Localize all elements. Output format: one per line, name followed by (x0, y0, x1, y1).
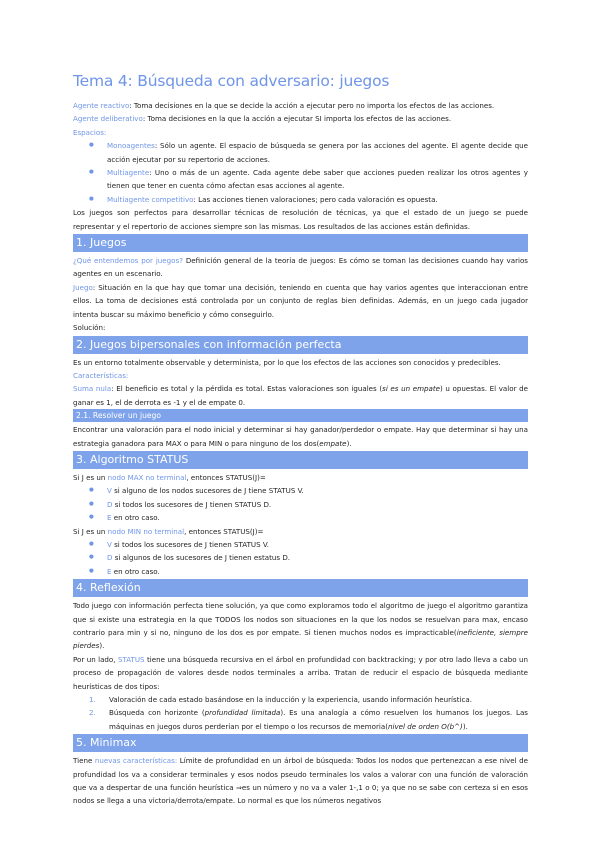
suma-nula-text: : El beneficio es total y la pérdida es total. Estas valoraciones son iguales ( (111, 384, 383, 394)
status-label: STATUS (117, 654, 145, 664)
list-number: 2. (89, 708, 96, 718)
list-item-label: Monoagentes (107, 141, 155, 151)
status-max-list (73, 484, 528, 524)
agente-deliberativo-text: : Toma decisiones en la que la acción a ejecutar SI importa los efectos de las acciones. (142, 114, 452, 124)
reflexion-text: Por un lado, (73, 654, 118, 664)
status-max-label: nodo MAX no terminal (107, 472, 187, 482)
subsection-heading-resolver: 2.1. Resolver un juego (73, 409, 528, 422)
list-item (97, 166, 528, 193)
status-text: si alguno de los nodos sucesores de J tiene STATUS V. (111, 486, 304, 496)
section-heading-minimax: 5. Minimax (73, 734, 528, 752)
document-page (73, 72, 528, 808)
list-item (89, 706, 528, 733)
list-item-italic: profundidad limitada (204, 708, 281, 718)
heuristics-list (73, 693, 528, 733)
suma-nula-italic: si es un empate (382, 384, 441, 394)
reflexion-italic: ineficiente, siempre pierdes (73, 628, 528, 651)
list-item (97, 565, 528, 578)
list-item (97, 498, 528, 511)
list-item (97, 511, 528, 524)
resolver-italic: empate (319, 438, 347, 448)
status-min-list (73, 538, 528, 578)
minimax-label: nuevas características: (94, 756, 178, 766)
reflexion-paragraph-1 (73, 599, 528, 653)
status-max-prefix: Si J es un (73, 472, 108, 482)
reflexion-text: Todo juego con información perfecta tiene solución, ya que como exploramos todo el algoritmo de juego el algoritmo garantiza que si existe una estrategia en la que TODOS los nodos son situaciones en la que los nodos se resuelvan para max, encaso contrario para min y si no, ninguno de los dos es por empate. Si tienen muchos nodos es impracticable( (73, 601, 528, 637)
list-item (97, 139, 528, 166)
status-min-prefix: Si J es un (73, 526, 108, 536)
reflexion-paragraph-2 (73, 653, 528, 693)
agente-reactivo-text: : Toma decisiones en la que se decide la acción a ejecutar pero no importa los efectos de las acciones. (129, 101, 495, 110)
list-item-text: : Sólo un agente. El espacio de búsqueda se genera por las acciones del agente. El agente decide que acción ejecutar por su repertorio de acciones. (107, 141, 528, 164)
section-heading-juegos: 1. Juegos (73, 234, 528, 252)
status-max-line (73, 471, 528, 484)
bipersonales-paragraph: Es un entorno totalmente observable y determinista, por lo que los efectos de las acciones son conocidos y predecibles. (73, 357, 501, 367)
resolver-text: Encontrar una valoración para el nodo inicial y determinar si hay ganador/perdedor o empate. Hay que determinar si hay una estrategia ganadora para MAX o para MIN o para ninguno de los dos( (73, 425, 528, 448)
list-number: 1. (89, 695, 96, 705)
list-item (97, 193, 528, 206)
caracteristicas-label: Características: (73, 370, 129, 380)
list-item-text: Valoración de cada estado basándose en la inducción y la experiencia, usando información heurística. (109, 695, 472, 705)
agente-deliberativo-label: Agente deliberativo (73, 114, 143, 124)
reflexion-text-end: ). (99, 641, 105, 651)
status-text: en otro caso. (111, 566, 160, 576)
list-item (97, 551, 528, 564)
list-item-italic: nivel de orden O(b^) (387, 721, 463, 731)
minimax-text: Tiene (73, 756, 95, 766)
status-text: si todos los sucesores de J tienen STATUS V. (111, 539, 270, 549)
status-letter: E (107, 513, 112, 523)
suma-nula-text-end: ) u opuestas. El valor de ganar es 1, el de derrota es -1 y el de empate 0. (73, 384, 528, 407)
juego-text: : Situación en la que hay que tomar una decisión, teniendo en cuenta que hay varios agentes que interaccionan entre ellos. La toma de decisiones está controlada por un conjunto de reglas bien definidas. Además, en un juego cada jugador intenta buscar su máximo beneficio y cómo conseguirlo. (73, 282, 528, 319)
status-text: si algunos de los sucesores de J tienen estatus D. (112, 553, 291, 563)
question-label: ¿Qué entendemos por juegos? (73, 256, 183, 266)
minimax-paragraph (73, 754, 528, 808)
agente-deliberativo-paragraph (73, 112, 528, 125)
espacios-list (73, 139, 528, 206)
status-letter: V (107, 486, 112, 496)
status-min-label: nodo MIN no terminal (107, 526, 185, 536)
agente-reactivo-paragraph (73, 99, 528, 112)
list-item-text: ). Es una analogía a cómo resuelven los humanos los juegos. Las máquinas en juegos duros perderían por el tiempo o los recursos de memoria( (109, 708, 528, 731)
agente-reactivo-label: Agente reactivo (73, 101, 130, 110)
juegos-question-paragraph (73, 254, 528, 281)
juego-definition-paragraph (73, 281, 528, 321)
status-min-line (73, 525, 528, 538)
list-item (89, 693, 528, 706)
list-item (97, 538, 528, 551)
status-max-suffix: , entonces STATUS(J)= (186, 472, 266, 482)
suma-nula-label: Suma nula (73, 384, 112, 394)
juego-label: Juego (73, 282, 93, 292)
list-item-label: Multiagente competitivo (107, 194, 194, 204)
status-text: en otro caso. (111, 513, 160, 523)
reflexion-text-end: tiene una búsqueda recursiva en el árbol en profundidad con backtracking; y por otro lado lleva a cabo un proceso de propagación de valores desde nodos terminales a arriba. Tratan de reducir el espacio de búsqueda mediante heurísticas de dos tipos: (73, 654, 528, 691)
suma-nula-paragraph (73, 382, 528, 409)
solucion-label: Solución: (73, 323, 106, 333)
status-text: si todos los sucesores de J tienen STATUS D. (112, 499, 272, 509)
list-item-label: Multiagente (107, 168, 150, 178)
status-letter: D (107, 499, 113, 509)
espacios-label: Espacios: (73, 127, 107, 137)
status-letter: D (107, 553, 113, 563)
section-heading-reflexion: 4. Reflexión (73, 579, 528, 597)
minimax-text-end: Límite de profundidad en un árbol de búsqueda: Todos los nodos que pertenezcan a ese nivel de profundidad los va a considerar terminales y esos nodos pseudo terminales los valos a valorar con una función de valoración que va a despertar de una función heurística ⇒es un número y no va a valer 1-,1 o 0; ya que no se sabe con certeza si en esos nodos se llega a una victoria/derrota/empate. Lo normal es que los números negativos (73, 756, 528, 806)
intro-closing-paragraph: Los juegos son perfectos para desarrollar técnicas de resolución de técnicas, ya que el estado de un juego se puede representar y el repertorio de acciones siempre son las mismas. Los resultados de las acciones están definidas. (73, 208, 528, 231)
list-item (97, 484, 528, 497)
status-min-suffix: , entonces STATUS(J)= (184, 526, 264, 536)
question-text: Definición general de la teoría de juegos: Es cómo se toman las decisiones cuando hay varios agentes en un escenario. (73, 256, 528, 279)
status-letter: E (107, 566, 112, 576)
page-title: Tema 4: Búsqueda con adversario: juegos (73, 72, 390, 90)
list-item-text: Búsqueda con horizonte ( (109, 708, 205, 718)
list-item-text: : Uno o más de un agente. Cada agente debe saber que acciones pueden realizar los otros agentes y tienen que tener en cuenta cómo afectan esas acciones al agente. (107, 168, 528, 191)
resolver-paragraph (73, 423, 528, 450)
list-item-text: : Las acciones tienen valoraciones; pero cada valoración es opuesta. (193, 194, 438, 204)
resolver-text-end: ). (346, 438, 352, 448)
section-heading-bipersonales: 2. Juegos bipersonales con información perfecta (73, 336, 528, 354)
section-heading-status: 3. Algoritmo STATUS (73, 451, 528, 469)
status-letter: V (107, 539, 112, 549)
list-item-text: ). (462, 721, 468, 731)
